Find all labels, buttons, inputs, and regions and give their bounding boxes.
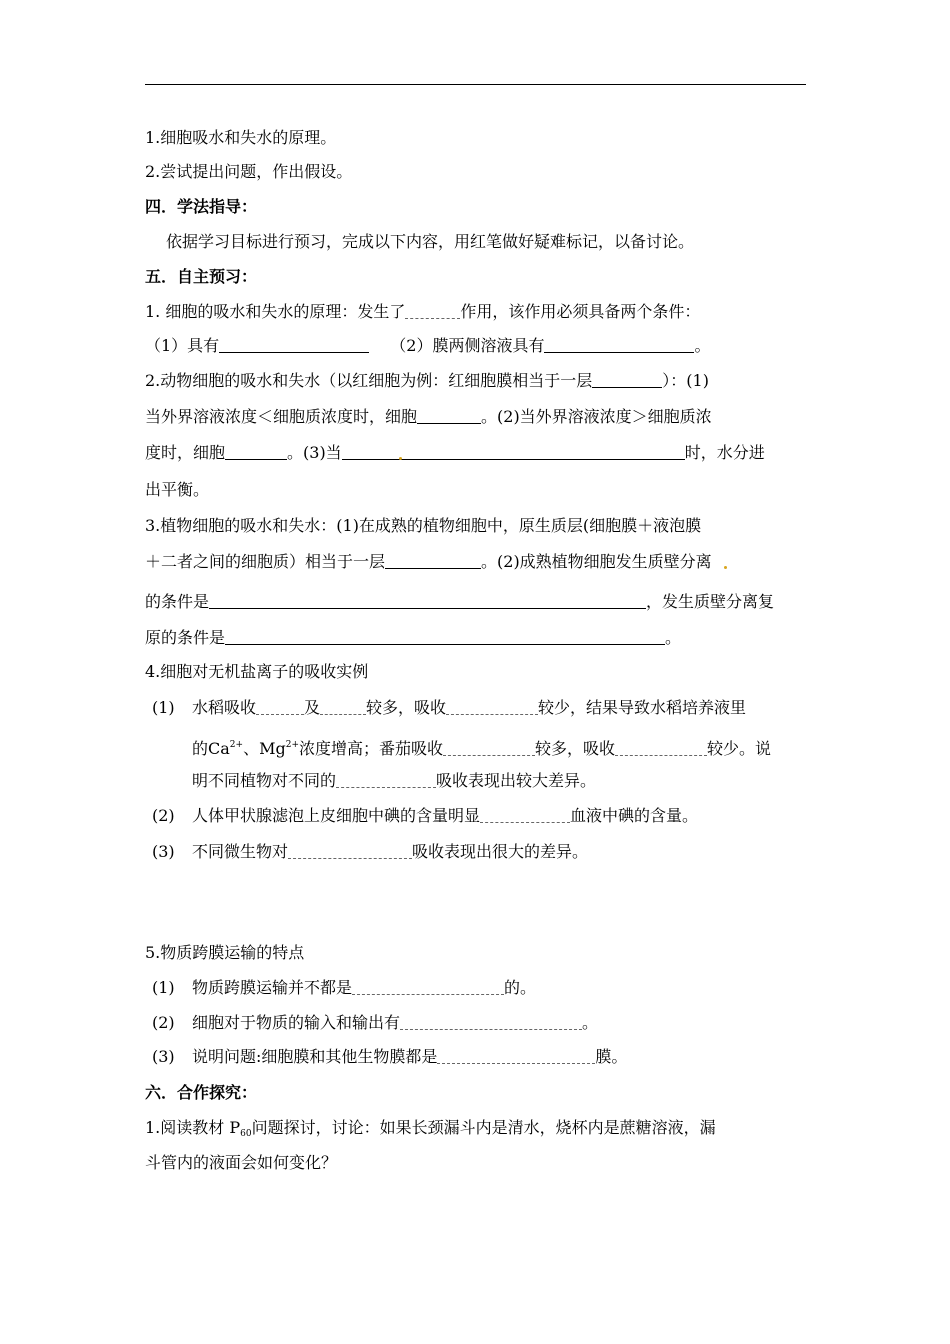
q3-line-4: 原的条件是 。 xyxy=(145,628,682,647)
q4-title: 4.细胞对无机盐离子的吸收实例 xyxy=(145,662,369,681)
section-4-text: 依据学习目标进行预习，完成以下内容，用红笔做好疑难标记，以备讨论。 xyxy=(166,232,695,251)
section-5-heading: 五．自主预习： xyxy=(145,267,258,286)
blank[interactable] xyxy=(400,1013,582,1030)
q4-line-2: 的$Ca^{2+}$、$Mg^{2+}$浓度增高；番茄吸收 较多，吸收 较少。说 xyxy=(192,739,772,758)
q5-line-1: 物质跨膜运输并不都是 的。 xyxy=(192,978,537,997)
blank[interactable] xyxy=(480,806,570,823)
s6-line-2: 斗管内的液面会如何变化？ xyxy=(145,1153,338,1172)
stray-mark xyxy=(399,457,402,460)
blank[interactable] xyxy=(256,698,304,715)
s6-line-1: 1.阅读教材 $P_{60}$问题探讨，讨论：如果长颈漏斗内是清水，烧杯内是蔗糖溶液，漏 xyxy=(145,1118,716,1139)
blank[interactable] xyxy=(443,739,535,756)
blank[interactable] xyxy=(615,739,707,756)
q4-line-5: 不同微生物对 吸收表现出很大的差异。 xyxy=(192,842,589,861)
q5-line-2: 细胞对于物质的输入和输出有 。 xyxy=(192,1013,599,1032)
q5-num-3: (3) xyxy=(152,1047,175,1066)
blank[interactable] xyxy=(320,698,366,715)
blank[interactable] xyxy=(352,978,504,995)
q4-num-3: (3) xyxy=(152,842,175,861)
q4-line-4: 人体甲状腺滤泡上皮细胞中碘的含量明显 血液中碘的含量。 xyxy=(192,806,699,825)
q5-line-3: 说明问题:细胞膜和其他生物膜都是 膜。 xyxy=(192,1047,628,1066)
q2-line-1: 2.动物细胞的吸水和失水（以红细胞为例：红细胞膜相当于一层 ）：(1) xyxy=(145,371,709,390)
q1-line-2: （1）具有 （2）膜两侧溶液具有 。 xyxy=(145,336,711,355)
q3-line-3: 的条件是 ，发生质壁分离复 xyxy=(145,592,775,611)
blank[interactable] xyxy=(405,302,460,319)
blank[interactable] xyxy=(219,336,369,353)
blank[interactable] xyxy=(446,698,538,715)
objective-2: 2.尝试提出问题，作出假设。 xyxy=(145,162,353,181)
blank[interactable] xyxy=(209,592,646,609)
blank[interactable] xyxy=(225,628,665,645)
q2-line-3: 度时，细胞 。(3)当 时，水分进 xyxy=(145,443,765,462)
blank[interactable] xyxy=(225,443,287,460)
q5-num-2: (2) xyxy=(152,1013,175,1032)
blank[interactable] xyxy=(288,842,412,859)
section-6-heading: 六．合作探究： xyxy=(145,1083,258,1102)
blank[interactable] xyxy=(417,407,481,424)
blank[interactable] xyxy=(385,552,481,569)
section-4-heading: 四．学法指导： xyxy=(145,197,258,216)
q2-line-2: 当外界溶液浓度＜细胞质浓度时，细胞 。(2)当外界溶液浓度＞细胞质浓 xyxy=(145,407,712,426)
q4-line-1: 水稻吸收 及 较多，吸收 较少，结果导致水稻培养液里 xyxy=(192,698,747,717)
blank[interactable] xyxy=(437,1047,595,1064)
blank[interactable] xyxy=(544,336,694,353)
q3-line-2: ＋二者之间的细胞质）相当于一层 。(2)成熟植物细胞发生质壁分离 xyxy=(145,552,712,571)
objective-1: 1.细胞吸水和失水的原理。 xyxy=(145,128,337,147)
q5-num-1: (1) xyxy=(152,978,175,997)
stray-mark xyxy=(724,566,727,569)
q4-num-1: (1) xyxy=(152,698,175,717)
header-rule xyxy=(145,84,806,85)
q5-title: 5.物质跨膜运输的特点 xyxy=(145,943,305,962)
q3-line-1: 3.植物细胞的吸水和失水：(1)在成熟的植物细胞中，原生质层(细胞膜＋液泡膜 xyxy=(145,516,702,535)
q1-line-1: 1. 细胞的吸水和失水的原理：发生了 作用，该作用必须具备两个条件： xyxy=(145,302,701,321)
q4-num-2: (2) xyxy=(152,806,175,825)
blank[interactable] xyxy=(336,771,436,788)
blank[interactable] xyxy=(342,443,685,460)
blank[interactable] xyxy=(592,371,662,388)
q2-line-4: 出平衡。 xyxy=(145,480,210,499)
q4-line-3: 明不同植物对不同的 吸收表现出较大差异。 xyxy=(192,771,597,790)
